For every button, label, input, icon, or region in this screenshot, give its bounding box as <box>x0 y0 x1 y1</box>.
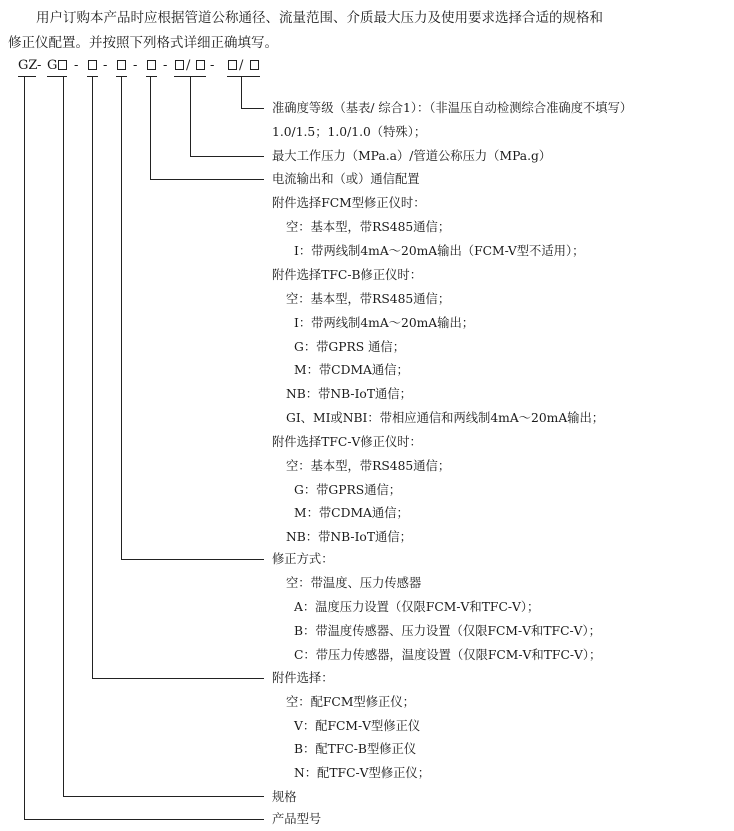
tfcv-option-basic: 空：基本型，带RS485通信； <box>286 459 451 473</box>
tfcb-option-i: I：带两线制4mA～20mA输出； <box>294 316 475 330</box>
accessory-option-b: B：配TFC-B型修正仪 <box>294 742 417 756</box>
intro-line-2: 修正仪配置。并按照下列格式详细正确填写。 <box>8 35 278 51</box>
spec-label: 规格 <box>272 790 297 804</box>
tfcv-title: 附件选择TFC-Ⅴ修正仪时： <box>272 435 422 449</box>
code-dash: - <box>133 58 138 73</box>
code-prefix: GZ <box>18 58 38 73</box>
code-slash: / <box>239 58 244 73</box>
fcm-option-basic: 空：基本型，带RS485通信； <box>286 220 451 234</box>
model-label: 产品型号 <box>272 812 322 826</box>
accessory-option-n: N：配TFC-Ⅴ型修正仪； <box>294 766 431 780</box>
correction-option-basic: 空：带温度、压力传感器 <box>286 576 422 590</box>
correction-option-a: A：温度压力设置（仅限FCM-Ⅴ和TFC-Ⅴ）； <box>294 600 540 614</box>
tfcv-option-m: M：带CDMA通信； <box>294 506 409 520</box>
intro-line-1: 用户订购本产品时应根据管道公称通径、流量范围、介质最大压力及使用要求选择合适的规格和 <box>36 10 603 26</box>
tfcb-option-m: M：带CDMA通信； <box>294 363 409 377</box>
code-slash: / <box>186 58 191 73</box>
correction-title: 修正方式： <box>272 552 334 566</box>
tfcb-option-nb: NB：带NB-IoT通信； <box>286 387 412 401</box>
code-dash: - <box>74 58 79 73</box>
tfcb-option-g: G：带GPRS 通信； <box>294 340 405 354</box>
accuracy-label: 准确度等级（基表/ 综合1）：（非温压自动检测综合准确度不填写） <box>272 101 633 115</box>
code-dash: - <box>103 58 108 73</box>
tfcb-option-basic: 空：基本型，带RS485通信； <box>286 292 451 306</box>
code-dash: - <box>37 58 42 73</box>
code-dash: - <box>163 58 168 73</box>
code-dash: - <box>210 58 215 73</box>
accessory-option-fcm: 空：配FCM型修正仪； <box>286 695 415 709</box>
pressure-label: 最大工作压力（MPa.a）/管道公称压力（MPa.g） <box>272 149 552 163</box>
accessory-title: 附件选择： <box>272 671 334 685</box>
accessory-option-v: V：配FCM-Ⅴ型修正仪 <box>294 719 421 733</box>
correction-option-c: C：带压力传感器，温度设置（仅限FCM-Ⅴ和TFC-Ⅴ）； <box>294 648 602 662</box>
tfcv-option-g: G：带GPRS通信； <box>294 483 402 497</box>
fcm-option-i: I：带两线制4mA～20mA输出（FCM-V型不适用）； <box>294 244 585 258</box>
tfcv-option-nb: NB：带NB-IoT通信； <box>286 530 412 544</box>
tfcb-title: 附件选择TFC-B修正仪时： <box>272 268 423 282</box>
correction-option-b: B：带温度传感器、压力设置（仅限FCM-Ⅴ和TFC-Ⅴ）； <box>294 624 601 638</box>
accuracy-values: 1.0/1.5；1.0/1.0（特殊）； <box>272 125 427 139</box>
output-label: 电流输出和（或）通信配置 <box>272 172 420 186</box>
tfcb-option-combo: GI、MI或NBI：带相应通信和两线制4mA～20mA输出； <box>286 411 605 425</box>
fcm-title: 附件选择FCM型修正仪时： <box>272 196 426 210</box>
code-g: G <box>47 58 58 73</box>
